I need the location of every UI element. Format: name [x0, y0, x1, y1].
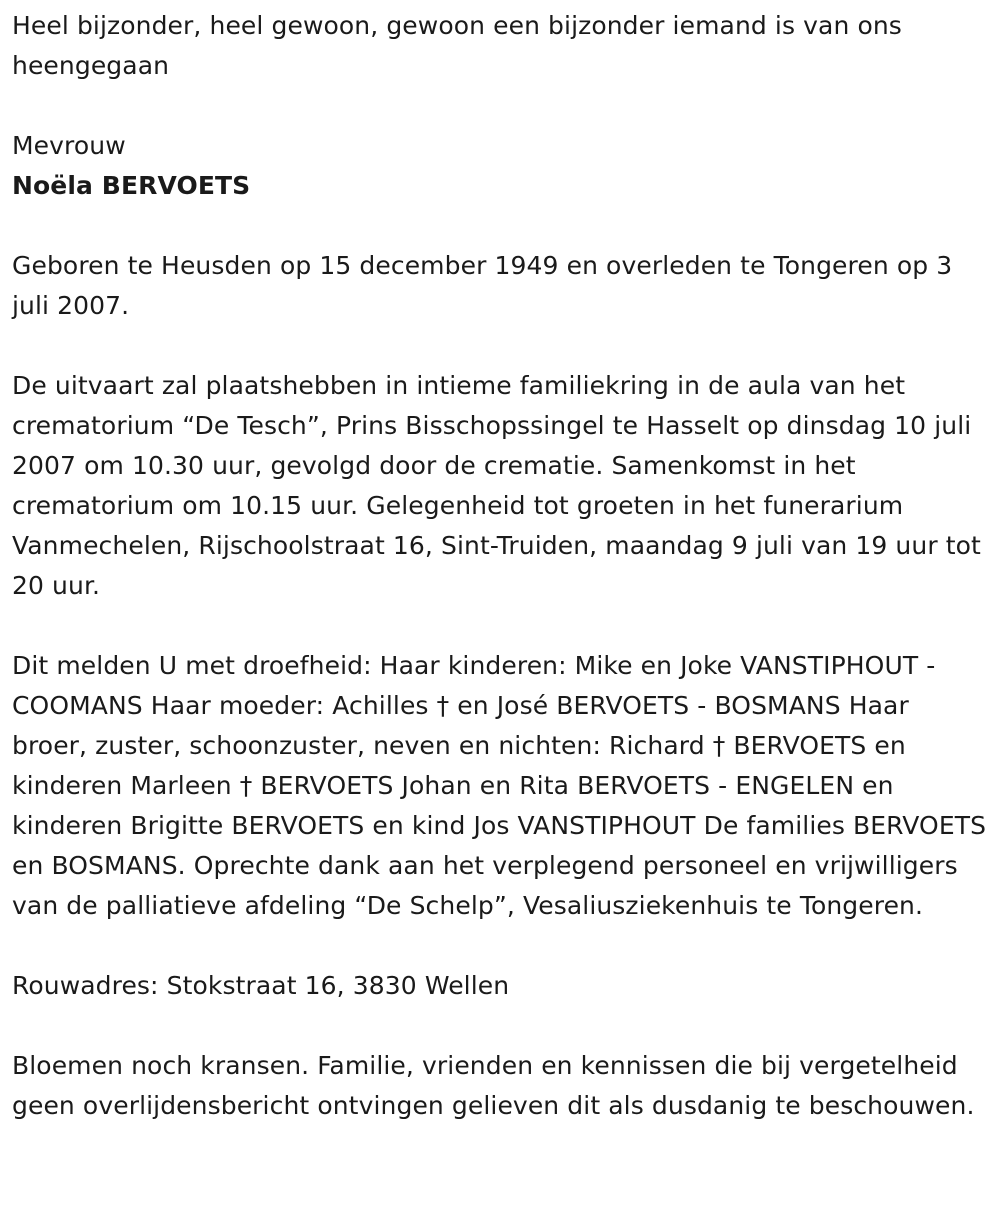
spacer — [12, 606, 988, 646]
salutation: Mevrouw — [12, 131, 126, 160]
birth-death-text: Geboren te Heusden op 15 december 1949 en overleden te Tongeren op 3 juli 2007. — [12, 251, 953, 320]
announcement-text: Dit melden U met droefheid: Haar kinderen: Mike en Joke VANSTIPHOUT - COOMANS Haar moeder: Achilles † en José BERVOETS - BOSMANS Haar broer, zuster, schoonzuster, neven en nichten: Richard † BERVOETS en kinderen Marleen † BERVOETS Johan en Rita BERVOETS - ENGELEN en kinderen Brigitte BERVOETS en kind Jos VANSTIPHOUT De families BERVOETS en BOSMANS. Oprechte dank aan het verplegend personeel en vrijwilligers van de palliatieve afdeling “De Schelp”, Vesaliusziekenhuis te Tongeren. — [12, 651, 987, 920]
spacer — [12, 206, 988, 246]
mourning-address: Rouwadres: Stokstraat 16, 3830 Wellen — [12, 971, 510, 1000]
spacer — [12, 86, 988, 126]
spacer — [12, 1006, 988, 1046]
spacer — [12, 926, 988, 966]
funeral-text: De uitvaart zal plaatshebben in intieme familiekring in de aula van het crematorium “De Tesch”, Prins Bisschopssingel te Hasselt op dinsdag 10 juli 2007 om 10.30 uur, gevolgd door de crematie. Samenkomst in het crematorium om 10.15 uur. Gelegenheid tot groeten in het funerarium Vanmechelen, Rijschoolstraat 16, Sint-Truiden, maandag 9 juli van 19 uur tot 20 uur. — [12, 371, 981, 600]
deceased-name: Noëla BERVOETS — [12, 171, 251, 200]
spacer — [12, 326, 988, 366]
flowers-text: Bloemen noch kransen. Familie, vrienden en kennissen die bij vergetelheid geen overlijdensbericht ontvingen gelieven dit als dusdanig te beschouwen. — [12, 1051, 975, 1120]
intro-text: Heel bijzonder, heel gewoon, gewoon een bijzonder iemand is van ons heengegaan — [12, 11, 902, 80]
